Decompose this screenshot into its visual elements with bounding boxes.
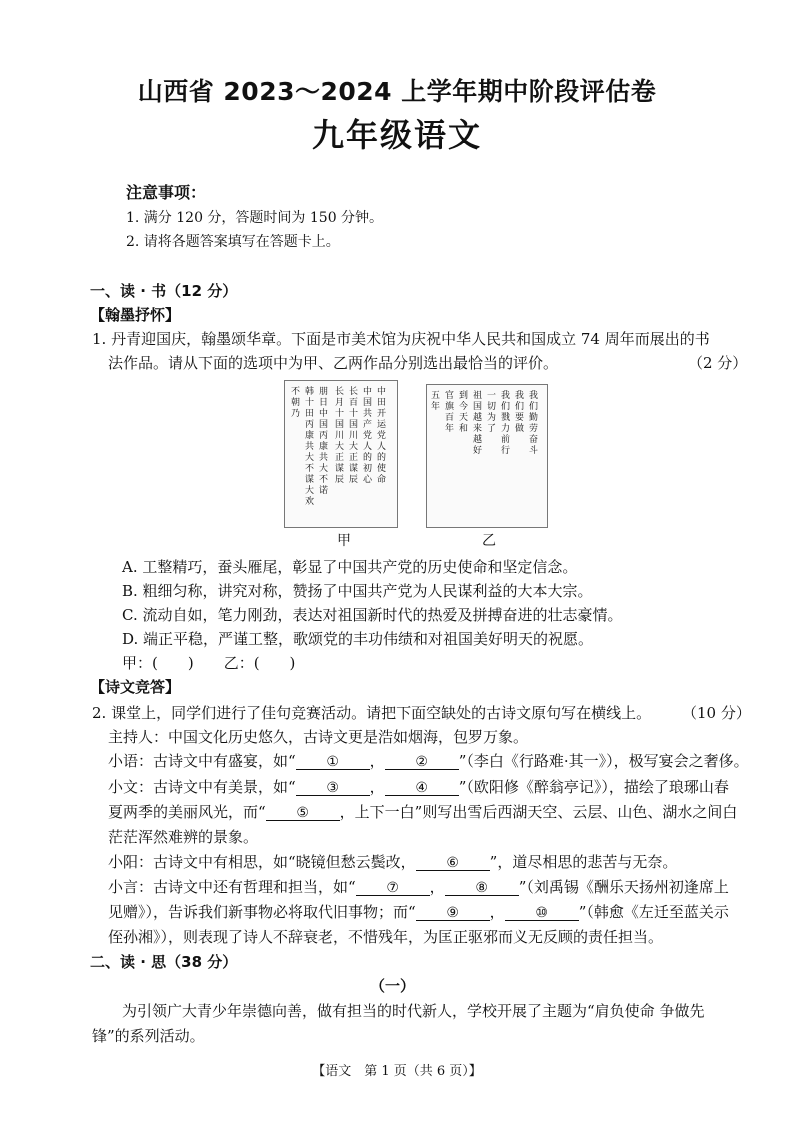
option-c: C. 流动自如，笔力刚劲，表达对祖国新时代的热爱及拼搏奋进的壮志豪情。 — [122, 606, 623, 624]
calligraphy-yi: 五年 官旗百年 到今天和 祖国越来越好 一切为了 我们戮力前行 我们要做 我们勤劳奋斗 — [426, 384, 548, 528]
q1-line1: 1. 丹青迎国庆，翰墨颂华章。下面是市美术馆为庆祝中华人民共和国成立 74 周年而展出的书 — [92, 330, 710, 348]
section2-title: 二、读 · 思（38 分） — [90, 953, 238, 971]
notice-item-2: 2. 请将各题答案填写在答题卡上。 — [126, 234, 340, 250]
section2-part: （一） — [370, 977, 416, 995]
blank-5[interactable]: ⑤ — [266, 806, 340, 821]
q1-answer-line: 甲：( ) 乙：( ) — [122, 654, 296, 672]
blank-4[interactable]: ④ — [385, 781, 459, 796]
section1-sub2: 【诗文竞答】 — [90, 678, 181, 696]
option-b: B. 粗细匀称，讲究对称，赞扬了中国共产党为人民谋利益的大本大宗。 — [122, 582, 593, 600]
xiaowen-line-3: 茫茫浑然难辨的景象。 — [108, 828, 259, 846]
xiaoyang-line: 小阳：古诗文中有相思，如“晓镜但愁云鬓改， ⑥ ”，道尽相思的悲苦与无奈。 — [108, 853, 678, 871]
host-line: 主持人：中国文化历史悠久，古诗文更是浩如烟海，包罗万象。 — [108, 728, 529, 746]
xiaoyu-line: 小语：古诗文中有盛宴，如“ ① ， ② ”（李白《行路难·其一》），极写宴会之奢侈。 — [108, 752, 749, 770]
option-a: A. 工整精巧，蚕头雁尾，彰显了中国共产党的历史使命和坚定信念。 — [122, 558, 578, 576]
xiaowen-line-1: 小文：古诗文中有美景，如“ ③ ， ④ ”（欧阳修《醉翁亭记》），描绘了琅琊山春 — [108, 778, 729, 796]
notice-item-1: 1. 满分 120 分，答题时间为 150 分钟。 — [126, 210, 384, 226]
q1-line2: 法作品。请从下面的选项中为甲、乙两作品分别选出最恰当的评价。 — [108, 354, 559, 372]
blank-3[interactable]: ③ — [296, 781, 370, 796]
notice-heading: 注意事项： — [126, 183, 207, 202]
q2-score: （10 分） — [682, 704, 751, 722]
calligraphy-jia: 不朝乃 韩十田丙康共大不谋大欢 朋日中国丙康共大不诺 长月十国川大正谋辰 长百十国川大正谋辰 中国共产党人的初心 中田开运党人的使命 — [284, 380, 398, 528]
blank-6[interactable]: ⑥ — [416, 856, 490, 871]
xiaoyan-line-1: 小言：古诗文中还有哲理和担当，如“ ⑦ ， ⑧ ”（刘禹锡《酬乐天扬州初逢席上 — [108, 878, 729, 896]
xiaoyan-line-3: 侄孙湘》），则表现了诗人不辞衰老，不惜残年，为匡正驱邪而义无反顾的责任担当。 — [108, 928, 664, 946]
blank-7[interactable]: ⑦ — [356, 881, 430, 896]
subject-title: 九年级语文 — [311, 116, 482, 154]
blank-2[interactable]: ② — [385, 755, 459, 770]
blank-8[interactable]: ⑧ — [445, 881, 519, 896]
label-jia: 甲 — [337, 533, 351, 549]
option-d: D. 端正平稳，严谨工整，歌颂党的丰功伟绩和对祖国美好明天的祝愿。 — [122, 630, 594, 648]
blank-9[interactable]: ⑨ — [416, 906, 490, 921]
page-footer: 【语文 第 1 页（共 6 页）】 — [312, 1064, 482, 1079]
q2-line1: 2. 课堂上，同学们进行了佳句竞赛活动。请把下面空缺处的古诗文原句写在横线上。 — [92, 704, 652, 722]
blank-1[interactable]: ① — [296, 755, 370, 770]
exam-title: 山西省 2023～2024 上学年期中阶段评估卷 — [137, 77, 657, 106]
xiaowen-line-2: 夏两季的美丽风光，而“ ⑤ ，上下一白”则写出雪后西湖天空、云层、山色、湖水之间白 — [108, 803, 738, 821]
blank-10[interactable]: ⑩ — [505, 906, 579, 921]
section2-para-line2: 锋”的系列活动。 — [92, 1027, 205, 1045]
section1-title: 一、读 · 书（12 分） — [90, 282, 238, 300]
q1-score: （2 分） — [688, 354, 748, 372]
section2-para-line1: 为引领广大青少年崇德向善，做有担当的时代新人，学校开展了主题为“肩负使命 争做先 — [122, 1002, 705, 1020]
label-yi: 乙 — [482, 533, 496, 549]
section1-sub1: 【翰墨抒怀】 — [90, 306, 181, 324]
xiaoyan-line-2: 见赠》），告诉我们新事物必将取代旧事物；而“ ⑨ ， ⑩ ”（韩愈《左迁至蓝关示 — [108, 903, 729, 921]
